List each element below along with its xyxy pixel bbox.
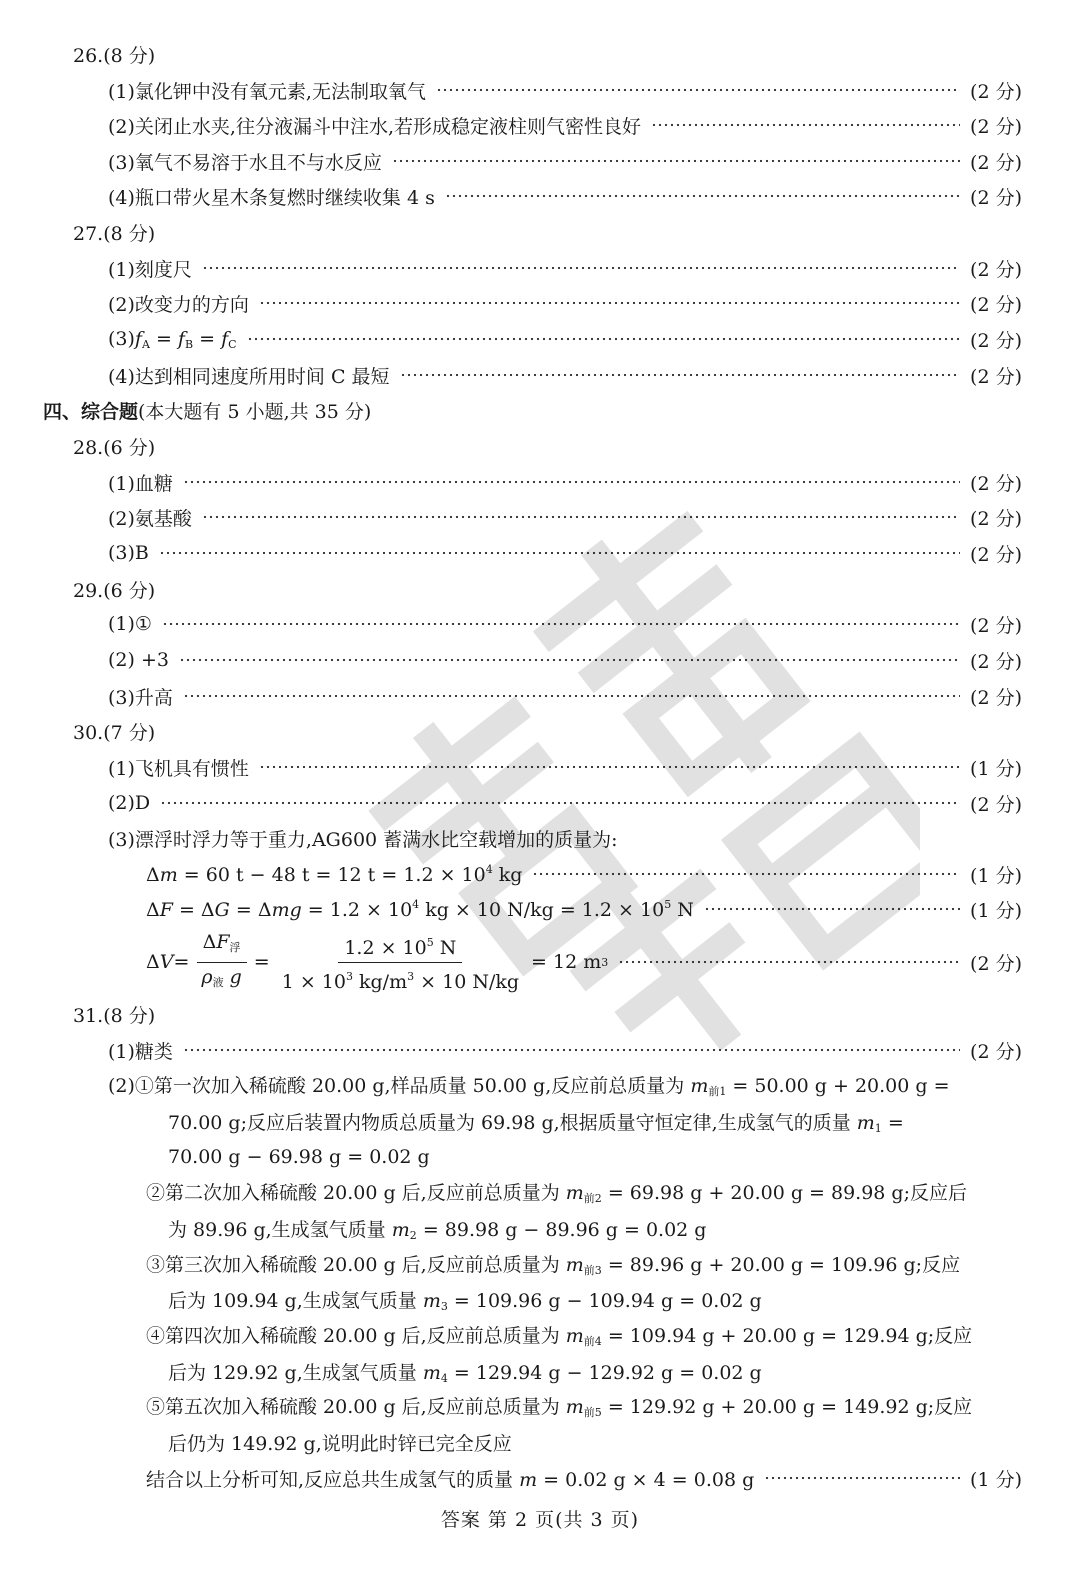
leader-dots: [160, 801, 960, 805]
answer-26-2: (2)关闭止水夹,往分液漏斗中注水,若形成稳定液柱则气密性良好 (2 分): [0, 107, 1080, 143]
answer-29-2: (2) +3 (2 分): [0, 642, 1080, 678]
answer-31-2-step2-cont: 为 89.96 g,生成氢气质量 $m_2 = 89.98$ g − 89.96 g = 0.02 g: [168, 1218, 707, 1242]
score: (2 分): [970, 543, 1022, 566]
score: (1 分): [970, 899, 1022, 922]
leader-dots: [247, 337, 961, 341]
score: (2 分): [970, 614, 1022, 637]
answer-31-1: (1)糖类 (2 分): [0, 1032, 1080, 1068]
leader-dots: [400, 373, 961, 377]
score: (2 分): [970, 472, 1022, 495]
leader-dots: [445, 194, 960, 198]
score: (2 分): [970, 80, 1022, 103]
answer-26-4: (4)瓶口带火星木条复燃时继续收集 4 s (2 分): [0, 178, 1080, 214]
leader-dots: [651, 123, 960, 127]
answer-27-1: (1)刻度尺 (2 分): [0, 250, 1080, 286]
leader-dots: [259, 765, 960, 769]
answer-28-1: (1)血糖 (2 分): [0, 464, 1080, 500]
leader-dots: [532, 872, 960, 876]
answer-31-2-step1-result: 70.00 g − 69.98 g = 0.02 g: [168, 1146, 430, 1168]
answer-29-3: (3)升高 (2 分): [0, 678, 1080, 714]
answer-29-1: (1)① (2 分): [0, 606, 1080, 642]
fraction-values: $\frac{1.2 \times 10^5 N}{1 \times 10^3 kg/m^3 \times 10 N/kg}$: [276, 931, 525, 994]
score: (2 分): [970, 507, 1022, 530]
score: (2 分): [970, 1040, 1022, 1063]
score: (2 分): [970, 151, 1022, 174]
answer-27-4: (4)达到相同速度所用时间 C 最短 (2 分): [0, 357, 1080, 393]
score: (1 分): [970, 1468, 1022, 1491]
question-28-header: 28.(6 分): [73, 436, 156, 459]
answer-31-2-step3: ③第三次加入稀硫酸 20.00 g 后,反应前总质量为 $m_{前3} = 89.96$ g + 20.00 g = 109.96 g;反应: [146, 1254, 961, 1277]
answer-31-2-step1-cont: 70.00 g;反应后装置内物质总质量为 69.98 g,根据质量守恒定律,生成氢气的质量 $m_1$ =: [168, 1111, 904, 1135]
answer-30-1: (1)飞机具有惯性 (1 分): [0, 749, 1080, 785]
leader-dots: [202, 266, 960, 270]
question-31-header: 31.(8 分): [73, 1004, 156, 1027]
answer-26-3: (3)氧气不易溶于水且不与水反应 (2 分): [0, 143, 1080, 179]
answer-28-3: (3)B (2 分): [0, 535, 1080, 571]
answer-31-2-conclusion: 结合以上分析可知,反应总共生成氢气的质量 m = 0.02 g × 4 = 0.08 g (1 分): [0, 1460, 1080, 1496]
leader-dots: [183, 694, 960, 698]
question-30-header: 30.(7 分): [73, 721, 156, 744]
answer-31-2-step1: (2)①第一次加入稀硫酸 20.00 g,样品质量 50.00 g,反应前总质量为 $m_{前1} = 50.00$ g + 20.00 g =: [108, 1075, 950, 1098]
leader-dots: [159, 551, 960, 555]
page-footer: 答案 第 2 页(共 3 页): [440, 1508, 640, 1531]
answer-26-1: (1)氯化钾中没有氧元素,无法制取氧气 (2 分): [0, 72, 1080, 108]
leader-dots: [179, 658, 960, 662]
answer-31-2-step5: ⑤第五次加入稀硫酸 20.00 g 后,反应前总质量为 $m_{前5} = 129.92$ g + 20.00 g = 149.92 g;反应: [146, 1396, 973, 1419]
score: (1 分): [970, 864, 1022, 887]
leader-dots: [183, 1048, 960, 1052]
section-4-title: 四、综合题 (本大题有 5 小题,共 35 分): [43, 400, 372, 423]
score: (2 分): [970, 365, 1022, 388]
score: (2 分): [970, 293, 1022, 316]
score: (2 分): [970, 329, 1022, 352]
answer-31-2-step4-cont: 后为 129.92 g,生成氢气质量 $m_4 = 129.94$ g − 129.92 g = 0.02 g: [168, 1361, 762, 1385]
formula-delta-v: Δ V = $\frac{\Delta F_浮}{\rho_液 g}$ = $\frac{1.2 \times 10^5 N}{1 \times 10^3 kg/m^3 \times 10 N/kg}$ = 12 m 3 (2 分): [146, 930, 1022, 993]
question-26-header: 26.(8 分): [73, 44, 156, 67]
answer-28-2: (2)氨基酸 (2 分): [0, 499, 1080, 535]
score: (2 分): [970, 793, 1022, 816]
leader-dots: [392, 159, 960, 163]
answer-27-2: (2)改变力的方向 (2 分): [0, 285, 1080, 321]
leader-dots: [436, 88, 960, 92]
answer-27-3: $(3)f_A = f_B = f_C$ (2 分): [108, 327, 1022, 352]
formula-delta-f: $\Delta F = \Delta G = \Delta mg = 1.2 \times 10^4$ kg × 10 $N/kg = 1.2 \times 10^5$ N (1 分): [146, 897, 1022, 922]
answer-31-2-step5-cont: 后仍为 149.92 g,说明此时锌已完全反应: [168, 1432, 512, 1455]
score: (2 分): [970, 258, 1022, 281]
answer-30-3: (3)漂浮时浮力等于重力,AG600 蓄满水比空载增加的质量为:: [108, 828, 618, 851]
friction-equation: $f_A = f_B = f_C$: [134, 327, 237, 351]
leader-dots: [183, 480, 960, 484]
answer-31-2-step3-cont: 后为 109.94 g,生成氢气质量 $m_3 = 109.96$ g − 109.94 g = 0.02 g: [168, 1289, 762, 1313]
question-27-header: 27.(8 分): [73, 222, 156, 245]
score: (2 分): [970, 952, 1022, 975]
leader-dots: [704, 907, 960, 911]
question-29-header: 29.(6 分): [73, 579, 156, 602]
leader-dots: [202, 515, 960, 519]
answer-31-2-step4: ④第四次加入稀硫酸 20.00 g 后,反应前总质量为 $m_{前4} = 109.94$ g + 20.00 g = 129.94 g;反应: [146, 1325, 973, 1348]
leader-dots: [618, 960, 960, 964]
leader-dots: [259, 301, 960, 305]
answer-30-2: (2)D (2 分): [0, 785, 1080, 821]
leader-dots: [764, 1476, 960, 1480]
score: (2 分): [970, 186, 1022, 209]
leader-dots: [162, 622, 960, 626]
score: (2 分): [970, 650, 1022, 673]
fraction-buoyancy: $\frac{\Delta F_浮}{\rho_液 g}$: [195, 930, 247, 995]
score: (1 分): [970, 757, 1022, 780]
score: (2 分): [970, 115, 1022, 138]
score: (2 分): [970, 686, 1022, 709]
formula-delta-m: Δm = 60 t − 48 t = 12 $t = 1.2 \times 10^4$ kg (1 分): [146, 862, 1022, 887]
answer-31-2-step2: ②第二次加入稀硫酸 20.00 g 后,反应前总质量为 $m_{前2} = 69.98$ g + 20.00 g = 89.98 g;反应后: [146, 1182, 967, 1205]
